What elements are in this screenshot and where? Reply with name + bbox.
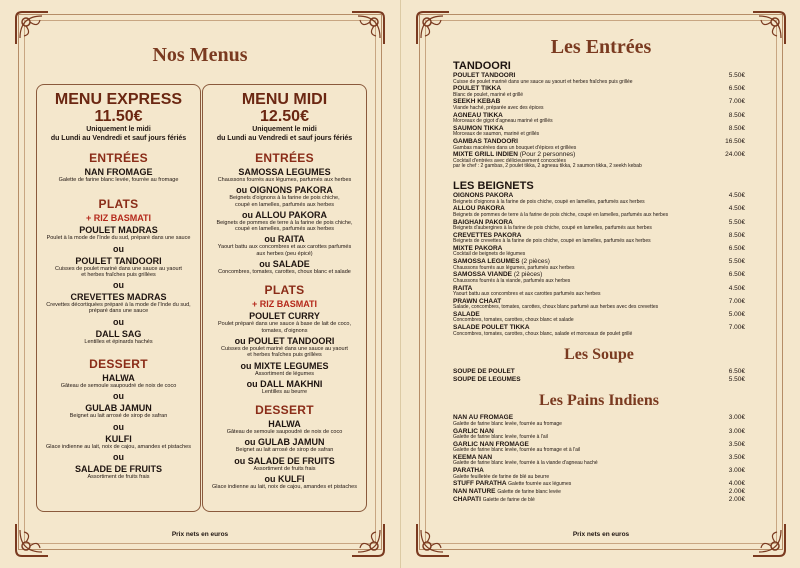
dish-name: ou ALLOU PAKORA — [242, 209, 327, 220]
item-desc: Viande haché, préparée avec des épices — [453, 104, 544, 111]
item-name: PRAWN CHAAT — [453, 297, 502, 305]
item-desc: Blanc de poulet, mariné et grillé — [453, 91, 524, 98]
side-dish: + RIZ BASMATI — [85, 213, 152, 224]
item-price: 8.50€ — [728, 231, 745, 239]
menu-item — [453, 496, 745, 504]
dish-name: ou POULET TANDOORI — [234, 335, 335, 346]
menu-item — [453, 298, 745, 311]
item-price: 3.00€ — [728, 467, 745, 475]
item-desc: Galette de farine blanc levée, fourrée à la viande d'agneau haché — [453, 460, 598, 467]
item-name: KEEMA NAN — [453, 453, 493, 461]
dish-name: ou SALADE DE FRUITS — [234, 455, 335, 466]
dish-name: HALWA — [102, 373, 135, 384]
item-desc: Beignets d'aubergines à la farine de pois chiche, coupé en lamelles, parfumés aux herbes — [453, 225, 652, 232]
item-desc: Galette de farine blanc levée — [497, 489, 561, 496]
or-label: ou — [113, 316, 124, 327]
item-name: GARLIC NAN — [453, 427, 494, 435]
menu-note: du Lundi au Vendredi et sauf jours fériés — [50, 134, 187, 142]
section-title-entrees: ENTRÉES — [255, 151, 314, 165]
ornament-corner-icon — [348, 8, 388, 48]
menu-item — [453, 324, 745, 337]
item-name: SALADE — [453, 310, 480, 318]
menu-item — [453, 205, 745, 218]
menu-item — [453, 258, 745, 271]
item-desc: Cuisse de poulet mariné dans une sauce au yaourt et herbes fraîches puis grillée — [453, 78, 633, 85]
menu-item — [453, 271, 745, 284]
dish-desc: Beignet au lait arrosé de sirop de safran — [69, 413, 168, 420]
page-title: Nos Menus — [152, 44, 248, 66]
dish-name: ou SALADE — [259, 259, 310, 270]
item-name: BAIGHAN PAKORA — [453, 218, 513, 226]
dish-desc: coupé en lamelles, parfumés aux herbes — [234, 226, 335, 233]
item-desc: Concombres, tomates, carottes, choux blanc et salade — [453, 317, 574, 324]
dish-name: CREVETTES MADRAS — [70, 292, 167, 303]
item-name: SEEKH KEBAB — [453, 98, 501, 106]
item-name: NAN NATURE — [453, 488, 496, 496]
section-title-dessert: DESSERT — [255, 403, 314, 418]
dish-desc: et herbes fraîches puis grillées — [81, 271, 156, 278]
menu-item — [453, 454, 745, 467]
dish-desc: Galette de farine blanc levée, fourrée au fromage — [58, 177, 179, 183]
dish-desc: Beignet au lait arrosé de sirop de safran — [235, 447, 334, 454]
item-desc: Morceaux de gigot d'agneau mariné et grillés — [453, 118, 553, 125]
item-desc: Morceaux de saumon, mariné et grillés — [453, 131, 540, 138]
item-price: 4.50€ — [728, 284, 745, 292]
item-name: POULET TANDOORI — [453, 72, 516, 79]
dish-desc: Cuisses de poulet mariné dans une sauce au yaourt — [55, 265, 182, 272]
menu-item — [453, 285, 745, 298]
item-desc: Salade, concombres, tomates, carottes, choux blanc parfumé aux herbes avec des crevettes — [453, 304, 659, 311]
item-desc: Galette de farine blanc levée, fourrée à l'ail — [453, 434, 548, 441]
item-price: 8.50€ — [728, 124, 745, 132]
ornament-corner-icon — [348, 520, 388, 560]
dish-name: SALADE DE FRUITS — [74, 463, 162, 474]
menu-item — [453, 112, 745, 125]
item-price: 3.00€ — [728, 427, 745, 435]
item-desc: Concombres, tomates, carottes, choux blanc, salade et morceaux de poulet grillé — [453, 330, 633, 337]
item-name: SAUMON TIKKA — [453, 124, 504, 132]
side-dish: + RIZ BASMATI — [251, 299, 318, 310]
item-price: 5.50€ — [728, 218, 745, 226]
dish-desc: Gâteau de semoule saupoudré de noix de coco — [226, 429, 343, 436]
dish-desc: Assortiment de fruits frais — [87, 473, 150, 480]
menu-item — [453, 441, 745, 454]
item-price: 2.00€ — [728, 495, 745, 503]
dish-name: ou DALL MAKHNI — [246, 378, 323, 389]
item-name: STUFF PARATHA — [453, 480, 507, 488]
item-name: SALADE POULET TIKKA — [453, 324, 530, 332]
item-price: 6.50€ — [728, 271, 745, 279]
dish-desc: Assortiment de légumes — [255, 370, 314, 377]
item-desc: Beignets de pommes de terre à la farine de pois chiche, coupé en lamelles, parfumés aux herbes — [453, 211, 669, 218]
item-price: 6.50€ — [728, 244, 745, 252]
item-name: OIGNONS PAKORA — [453, 192, 514, 200]
item-price: 3.00€ — [728, 414, 745, 422]
item-price: 5.50€ — [728, 72, 745, 79]
item-desc: Galette de farine de blé — [482, 496, 535, 503]
item-name: NAN AU FROMAGE — [453, 414, 514, 422]
dish-desc: Lentilles et épinards hachés — [84, 338, 153, 345]
item-price: 4.00€ — [728, 480, 745, 488]
dish-name: ou GULAB JAMUN — [244, 437, 325, 448]
pains-list — [453, 414, 745, 503]
menu-item — [453, 428, 745, 441]
item-name: SAMOSSA VIANDE — [453, 271, 512, 279]
or-label: ou — [113, 421, 124, 432]
section-title-pains: Les Pains Indiens — [538, 392, 660, 410]
item-name: PARATHA — [453, 467, 484, 475]
menu-item — [453, 72, 745, 85]
dish-name: ou KULFI — [264, 474, 305, 485]
menu-note: Uniquement le midi — [86, 126, 151, 133]
item-price: 24.00€ — [725, 151, 745, 159]
menu-item — [453, 368, 745, 376]
section-title-dessert: DESSERT — [89, 357, 148, 372]
item-price: 4.50€ — [728, 205, 745, 213]
item-desc: Beignets d'oignons à la farine de pois chiche, coupé en lamelles, parfumés aux herbes — [453, 198, 645, 205]
ornament-corner-icon — [12, 8, 52, 48]
item-name: SOUPE DE POULET — [453, 368, 515, 376]
dish-name: ou RAITA — [264, 234, 305, 245]
item-note: (Pour 2 personnes) — [519, 151, 576, 159]
dish-name: KULFI — [105, 433, 132, 444]
item-price: 7.00€ — [728, 324, 745, 332]
item-desc: Beignets de crevettes à la farine de pois chiche, coupé en lamelles, parfumés aux herbes — [453, 238, 651, 245]
or-label: ou — [113, 243, 124, 254]
section-title-soupe: Les Soupe — [564, 346, 634, 364]
item-name: MIXTE PAKORA — [453, 244, 503, 252]
item-desc: Cocktail de beignets de légumes — [453, 251, 526, 258]
ornament-corner-icon — [413, 8, 453, 48]
dish-name: GULAB JAMUN — [85, 403, 152, 414]
dish-desc: Glace indienne au lait, noix de cajou, amandes et pistaches — [46, 443, 191, 450]
dish-desc: aux herbes (peu épicé) — [256, 250, 313, 257]
dish-desc: et herbes fraîches puis grillées — [247, 352, 322, 359]
dish-desc: Poulet préparé dans une sauce à base de lait de coco, — [217, 321, 351, 328]
menu-note: du Lundi au Vendredi et sauf jours fériés — [216, 134, 353, 142]
dish-name: DALL SAG — [95, 328, 142, 339]
menu-item — [453, 311, 745, 324]
item-price: 7.00€ — [728, 297, 745, 305]
dish-desc: tomates, d'oignons — [261, 327, 308, 334]
menu-item — [453, 488, 745, 496]
menu-note: Uniquement le midi — [252, 126, 317, 133]
dish-name: POULET TANDOORI — [75, 255, 162, 266]
menu-item — [453, 125, 745, 138]
item-desc: Galette de farine blanc levée, fourrée au fromage — [453, 420, 562, 427]
dish-name: ou OIGNONS PAKORA — [236, 185, 333, 196]
dish-desc: Beignets de pommes de terre à la farine de pois chiche, — [216, 219, 353, 226]
beignets-list — [453, 192, 745, 337]
ornament-corner-icon — [749, 8, 789, 48]
dish-name: ou MIXTE LEGUMES — [240, 360, 329, 371]
ornament-corner-icon — [12, 520, 52, 560]
item-price: 5.00€ — [728, 310, 745, 318]
or-label: ou — [113, 451, 124, 462]
item-name: SAMOSSA LEGUMES — [453, 258, 520, 266]
item-desc: Galette fourrée aux légumes — [508, 481, 572, 488]
dish-name: NAN FROMAGE — [84, 167, 153, 177]
item-price: 8.50€ — [728, 111, 745, 119]
menu-item — [453, 151, 745, 170]
dish-desc: préparé dans une sauce — [88, 308, 149, 315]
item-note: (2 pièces) — [521, 258, 550, 266]
item-desc: Gambas macérées dans un bouquet d'épices et grillées — [453, 144, 577, 151]
dish-desc: Beignets d'oignons à la farine de pois chiche, — [229, 195, 340, 202]
menu-title: MENU MIDI — [241, 91, 328, 108]
menu-item — [453, 480, 745, 488]
item-desc: par le chef : 2 gambas, 2 poulet tikka, 2 agneau tikka, 2 saumon tikka, 2 seekh kebab — [453, 163, 642, 170]
item-name: AGNEAU TIKKA — [453, 111, 503, 119]
dish-desc: Cuisses de poulet mariné dans une sauce au yaourt — [221, 345, 348, 352]
menu-item — [453, 376, 745, 384]
dish-desc: Gâteau de semoule saupoudré de noix de coco — [60, 383, 177, 390]
item-name: GAMBAS TANDOORI — [453, 138, 518, 146]
category-title-beignets: LES BEIGNETS — [453, 180, 534, 193]
right-page — [400, 0, 800, 568]
dish-desc: Glace indienne au lait, noix de cajou, amandes et pistaches — [212, 484, 357, 491]
item-name: ALLOU PAKORA — [453, 205, 505, 213]
menu-express-box — [36, 84, 201, 512]
menu-midi-box — [202, 84, 367, 512]
item-price: 6.50€ — [728, 368, 745, 376]
menu-item — [453, 414, 745, 427]
item-name: RAITA — [453, 284, 473, 292]
menu-item — [453, 232, 745, 245]
tandoori-list — [453, 72, 745, 170]
soupe-list — [453, 368, 745, 383]
or-label: ou — [113, 280, 124, 291]
item-name: POULET TIKKA — [453, 85, 502, 93]
item-price: 16.50€ — [725, 138, 745, 146]
item-desc: Galette de farine blanc levée, fourrée au fromage et à l'ail — [453, 447, 581, 454]
item-desc: Cocktail d'entrées avec délicieusement concoctées — [453, 157, 566, 164]
dish-desc: Concombres, tomates, carottes, choux blanc et salade — [218, 269, 351, 276]
price-footnote: Prix nets en euros — [572, 531, 630, 538]
price-footnote: Prix nets en euros — [171, 531, 229, 538]
section-title-plats: PLATS — [98, 197, 139, 212]
item-price: 5.50€ — [728, 258, 745, 266]
dish-desc: Yaourt battu aux concombres et aux carottes parfumés — [217, 244, 352, 251]
section-title-plats: PLATS — [264, 283, 305, 298]
dish-desc: Assortiment de fruits frais — [253, 465, 316, 472]
item-name: CHAPATI — [453, 495, 481, 503]
menu-title: MENU EXPRESS — [54, 91, 183, 108]
menu-item — [453, 98, 745, 111]
item-name: CREVETTES PAKORA — [453, 231, 522, 239]
item-desc: Yaourt battu aux concombres et aux carottes parfumés aux herbes — [453, 291, 601, 298]
page-title: Les Entrées — [550, 36, 652, 58]
item-price: 7.00€ — [728, 98, 745, 106]
section-title-entrees: ENTRÉES — [89, 151, 148, 165]
item-price: 6.50€ — [728, 85, 745, 93]
item-note: (2 pièces) — [513, 271, 543, 279]
menu-price: 11.50€ — [94, 108, 143, 125]
dish-desc: Lentilles au beurre — [261, 388, 308, 395]
dish-name: POULET CURRY — [249, 311, 320, 322]
menu-item — [453, 219, 745, 232]
item-name: SOUPE DE LEGUMES — [453, 375, 521, 383]
item-price: 5.50€ — [728, 375, 745, 383]
dish-name: SAMOSSA LEGUMES — [238, 167, 331, 177]
item-desc: Chaussons fourrés aux légumes, parfumés aux herbes — [453, 264, 575, 271]
entrees-content — [453, 60, 745, 503]
item-price: 3.50€ — [728, 440, 745, 448]
menu-item — [453, 245, 745, 258]
item-name: MIXTE GRILL INDIEN — [453, 151, 518, 159]
item-desc: Galette feuilletée de farine de blé au beurre — [453, 473, 550, 480]
menu-item — [453, 467, 745, 480]
menu-item — [453, 192, 745, 205]
dish-name: HALWA — [268, 419, 301, 430]
or-label: ou — [113, 391, 124, 402]
item-price: 4.50€ — [728, 192, 745, 200]
dish-desc: coupé en lamelles, parfumés aux herbes — [234, 201, 335, 208]
item-price: 2.00€ — [728, 488, 745, 496]
menu-item — [453, 138, 745, 151]
item-name: GARLIC NAN FROMAGE — [453, 440, 529, 448]
item-desc: Chaussons fourrés à la viande, parfumés aux herbes — [453, 277, 571, 284]
dish-desc: Crevettes décortiquées préparé à la mode de l'Inde du sud, — [46, 302, 191, 309]
menu-item — [453, 85, 745, 98]
item-price: 3.50€ — [728, 453, 745, 461]
menu-price: 12.50€ — [260, 108, 309, 125]
ornament-corner-icon — [413, 520, 453, 560]
dish-desc: Chaussons fourrés aux légumes, parfumés aux herbes — [217, 177, 352, 183]
ornament-corner-icon — [749, 520, 789, 560]
dish-name: POULET MADRAS — [79, 225, 158, 236]
category-title-tandoori: TANDOORI — [453, 60, 511, 72]
dish-desc: Poulet à la mode de l'Inde du sud, préparé dans une sauce — [46, 235, 191, 242]
